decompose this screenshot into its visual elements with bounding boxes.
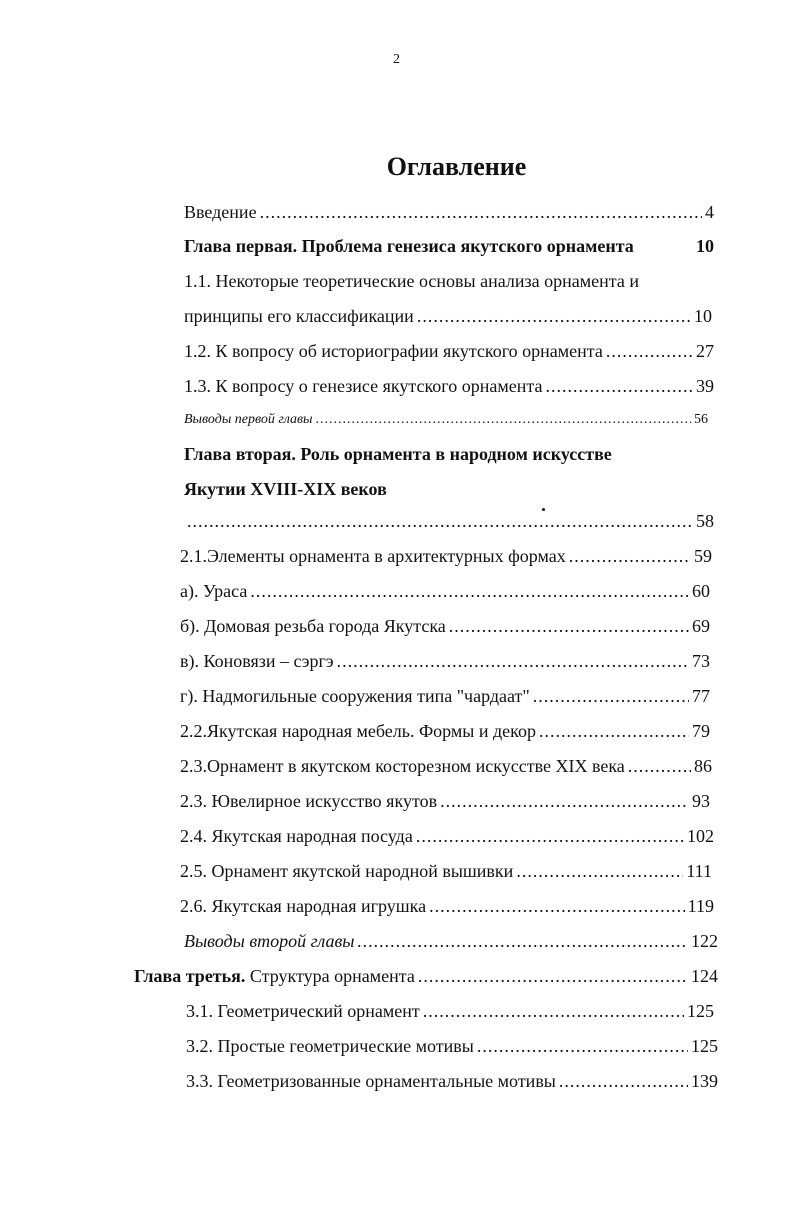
- toc-entry-2-3-bone: [180, 756, 712, 777]
- dot-leader: [358, 931, 689, 952]
- toc-label: Выводы первой главы: [184, 412, 313, 427]
- toc-page: 10: [696, 236, 714, 256]
- toc-entry-chapter-2-page: [184, 511, 714, 532]
- toc-entry-conclusions-2: [184, 931, 718, 952]
- toc-entry-conclusions-1: [184, 412, 708, 428]
- dot-leader: [250, 581, 689, 602]
- toc-page: 125: [691, 1036, 718, 1056]
- toc-page: 73: [692, 651, 710, 671]
- toc-page: 124: [691, 966, 718, 986]
- toc-entry-2-1-c: [180, 651, 710, 672]
- toc-page: 139: [691, 1071, 718, 1091]
- toc-label: [134, 966, 415, 987]
- dot-leader: [545, 376, 693, 397]
- dot-leader: [559, 1071, 688, 1092]
- toc-page: 119: [687, 896, 714, 916]
- toc-entry-1-1-line1: 1.1. Некоторые теоретические основы анализа орнамента и: [184, 271, 639, 291]
- toc-entry-1-2: [184, 341, 714, 362]
- dot-leader: [416, 826, 684, 847]
- chapter-3-title: Структура орнамента: [245, 966, 415, 986]
- toc-page: 79: [692, 721, 710, 741]
- toc-entry-intro: [184, 202, 714, 223]
- toc-page: 59: [694, 546, 712, 566]
- toc-label: Выводы второй главы: [184, 931, 355, 951]
- page-number: 2: [393, 52, 400, 67]
- dot-leader: [260, 202, 702, 223]
- dot-leader: [316, 412, 691, 428]
- dot-leader: [628, 756, 691, 777]
- toc-entry-2-1-b: [180, 616, 710, 637]
- dot-leader: [418, 966, 688, 987]
- toc-entry-chapter-3: [134, 966, 718, 987]
- dot-leader: [423, 1001, 684, 1022]
- toc-label: 2.6. Якутская народная игрушка: [180, 896, 427, 916]
- toc-label: в). Коновязи – сэргэ: [180, 651, 334, 671]
- toc-page: 111: [686, 861, 712, 881]
- page-title: Оглавление: [386, 152, 527, 181]
- toc-label: б). Домовая резьба города Якутска: [180, 616, 446, 636]
- toc-entry-chapter-2-line2: Якутии XVIII-XIX веков: [184, 479, 387, 499]
- toc-page: 27: [696, 341, 714, 361]
- dot-leader: [337, 651, 689, 672]
- dot-leader: [440, 791, 689, 812]
- toc-label: 2.3.Орнамент в якутском косторезном искусстве XIX века: [180, 756, 625, 776]
- dot-leader: [539, 721, 689, 742]
- dot-leader: [516, 861, 683, 882]
- dot-leader: [429, 896, 685, 917]
- dot-leader: [417, 306, 691, 327]
- chapter-3-heading: Глава третья.: [134, 966, 246, 986]
- toc-entry-1-3: [184, 376, 714, 397]
- toc-entry-3-2: [186, 1036, 718, 1057]
- toc-page: 77: [692, 686, 710, 706]
- toc-entry-3-1: [186, 1001, 714, 1022]
- toc-label: 3.2. Простые геометрические мотивы: [186, 1036, 474, 1056]
- toc-entry-2-6: [180, 896, 714, 917]
- toc-label: 2.2.Якутская народная мебель. Формы и декор: [180, 721, 537, 741]
- toc-label: 2.5. Орнамент якутской народной вышивки: [180, 861, 514, 881]
- dot-leader: [606, 341, 693, 362]
- toc-label: Глава первая. Проблема генезиса якутского орнамента: [184, 236, 634, 256]
- toc-entry-2-2: [180, 721, 710, 742]
- toc-entry-chapter-1: [184, 236, 714, 257]
- toc-page: 4: [705, 202, 714, 222]
- toc-page: 122: [691, 931, 718, 951]
- toc-label: 1.2. К вопросу об историографии якутского орнамента: [184, 341, 603, 361]
- toc-label: 2.3. Ювелирное искусство якутов: [180, 791, 438, 811]
- toc-page: 69: [692, 616, 710, 636]
- toc-entry-chapter-2-line1: Глава вторая. Роль орнамента в народном искусстве: [184, 444, 612, 464]
- toc-label: Введение: [184, 202, 257, 222]
- dot-leader: [569, 546, 691, 567]
- dot-leader: [449, 616, 689, 637]
- toc-label: принципы его классификации: [184, 306, 414, 326]
- toc-label: 2.1.Элементы орнамента в архитектурных формах: [180, 546, 566, 566]
- toc-label: 3.1. Геометрический орнамент: [186, 1001, 420, 1021]
- toc-entry-1-1-line2: [184, 306, 712, 327]
- dot-leader: [533, 686, 689, 707]
- toc-page: 86: [694, 756, 712, 776]
- toc-page: 125: [687, 1001, 714, 1021]
- dot-leader: [187, 511, 693, 532]
- toc-page: 58: [696, 511, 714, 531]
- toc-page: 56: [694, 412, 708, 427]
- toc-entry-2-1-d: [180, 686, 710, 707]
- toc-label: 1.3. К вопросу о генезисе якутского орнамента: [184, 376, 543, 396]
- toc-entry-2-1-a: [180, 581, 710, 602]
- toc-entry-2-1: [180, 546, 712, 567]
- toc-entry-2-3-jewelry: [180, 791, 710, 812]
- dot-leader: [477, 1036, 688, 1057]
- toc-entry-3-3: [186, 1071, 718, 1092]
- toc-page: 93: [692, 791, 710, 811]
- toc-label: а). Ураса: [180, 581, 248, 601]
- toc-label: 3.3. Геометризованные орнаментальные мотивы: [186, 1071, 556, 1091]
- toc-label: 2.4. Якутская народная посуда: [180, 826, 413, 846]
- toc-page: 39: [696, 376, 714, 396]
- toc-page: 60: [692, 581, 710, 601]
- toc-page: 10: [694, 306, 712, 326]
- toc-entry-2-4: [180, 826, 714, 847]
- toc-label: г). Надмогильные сооружения типа "чардаат": [180, 686, 530, 706]
- toc-entry-2-5: [180, 861, 712, 882]
- toc-page: 102: [687, 826, 714, 846]
